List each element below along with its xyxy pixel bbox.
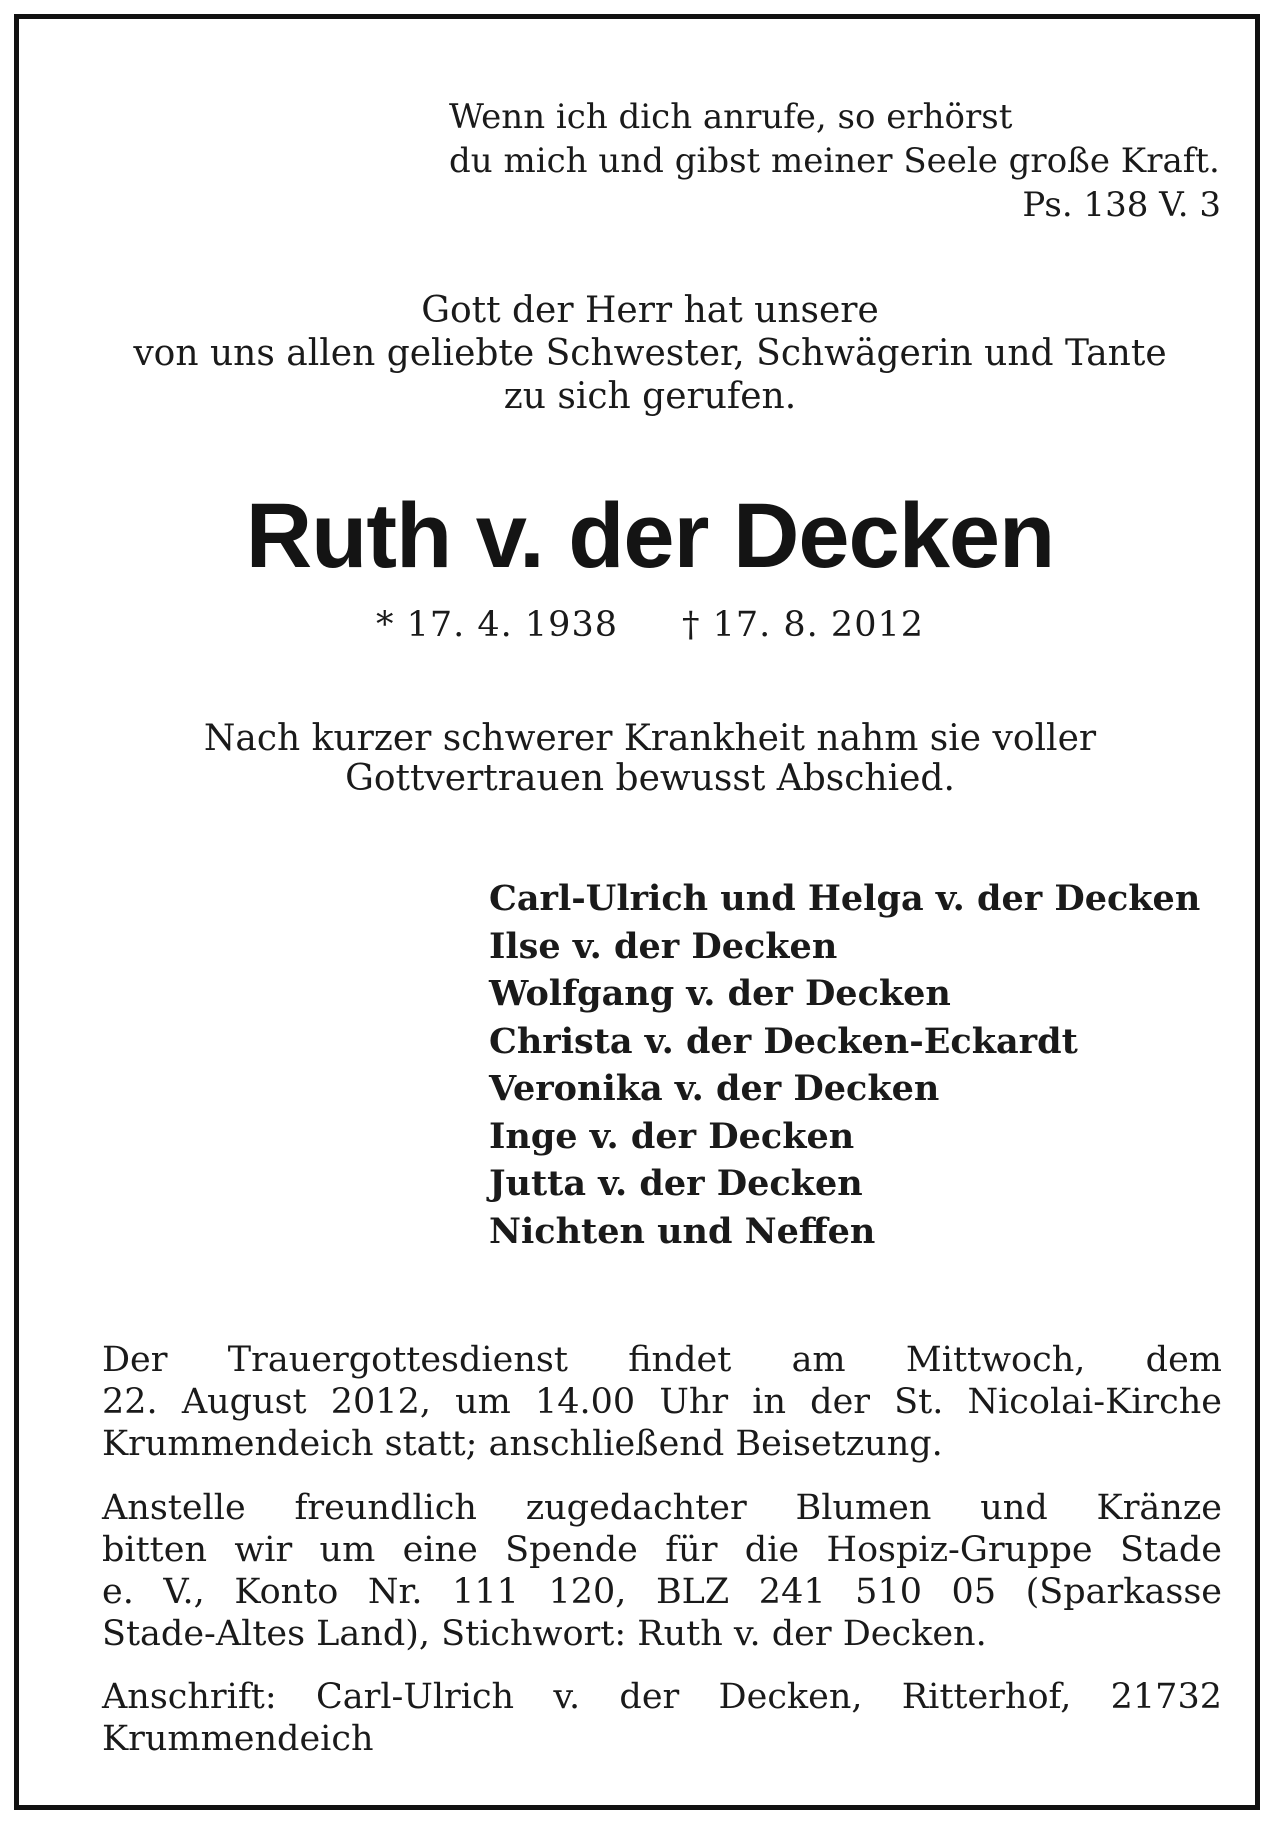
service-line: Der Trauergottesdienst findet am Mittwoch, dem <box>102 1340 1222 1380</box>
donation-line: Stade-Altes Land), Stichwort: Ruth v. der Decken. <box>102 1614 987 1654</box>
mourner-name: Wolfgang v. der Decken <box>489 973 951 1014</box>
life-dates <box>79 603 1221 647</box>
donation-line: bitten wir um eine Spende für die Hospiz-Gruppe Stade <box>102 1530 1222 1570</box>
service-line: 22. August 2012, um 14.00 Uhr in der St. Nicolai-Kirche <box>102 1382 1222 1422</box>
donation-line: e. V., Konto Nr. 111 120, BLZ 241 510 05 (Sparkasse <box>102 1572 1222 1612</box>
farewell-line: Gottvertrauen bewusst Abschied. <box>345 758 955 799</box>
deceased-name: Ruth v. der Decken <box>245 485 1055 587</box>
farewell-line: Nach kurzer schwerer Krankheit nahm sie voller <box>203 718 1097 759</box>
mourner-name: Christa v. der Decken-Eckardt <box>489 1020 1078 1062</box>
mourner-name: Nichten und Neffen <box>489 1210 876 1252</box>
intro-line: zu sich gerufen. <box>503 376 797 417</box>
verse-reference: Ps. 138 V. 3 <box>1022 185 1221 225</box>
address-line: Anschrift: Carl-Ulrich v. der Decken, Ritterhof, 21732 <box>102 1677 1222 1717</box>
verse-line: Wenn ich dich anrufe, so erhörst <box>449 97 1013 137</box>
intro-line: von uns allen geliebte Schwester, Schwägerin und Tante <box>133 333 1167 374</box>
donation-line: Anstelle freundlich zugedachter Blumen und Kränze <box>102 1488 1222 1528</box>
mourner-name: Veronika v. der Decken <box>489 1068 940 1109</box>
farewell-text <box>79 719 1221 799</box>
mourner-name: Inge v. der Decken <box>489 1115 855 1157</box>
service-line: Krummendeich statt; anschließend Beisetzung. <box>102 1424 943 1464</box>
mourner-name: Carl-Ulrich und Helga v. der Decken <box>489 878 1201 919</box>
bible-verse <box>449 95 1221 227</box>
mourner-name: Ilse v. der Decken <box>489 925 838 967</box>
address-paragraph <box>102 1676 1222 1760</box>
death-date: † 17. 8. 2012 <box>682 605 925 645</box>
mourner-name: Jutta v. der Decken <box>489 1163 863 1204</box>
mourners-list <box>489 875 1229 1255</box>
birth-date: * 17. 4. 1938 <box>375 605 618 645</box>
address-line: Krummendeich <box>102 1719 374 1759</box>
service-paragraph <box>102 1339 1222 1465</box>
intro-line: Gott der Herr hat unsere <box>421 290 879 331</box>
announcement-intro <box>79 289 1221 418</box>
obituary-notice <box>14 14 1260 1810</box>
donation-paragraph <box>102 1487 1222 1655</box>
verse-line: du mich und gibst meiner Seele große Kraft. <box>449 141 1220 181</box>
